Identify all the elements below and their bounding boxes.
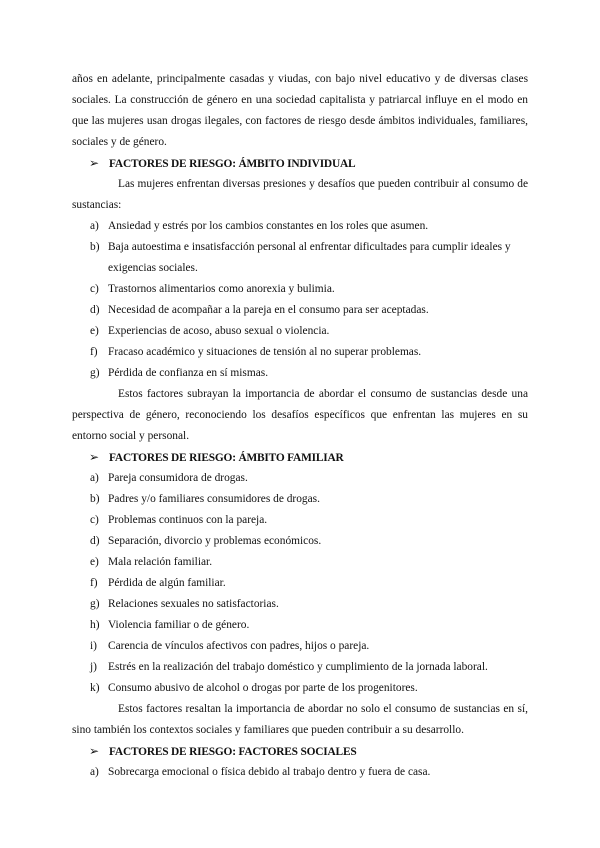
list-item [72,342,528,363]
list-item [72,363,528,384]
list-marker: c) [90,283,99,295]
list-marker: b) [90,241,100,253]
list-item [72,594,528,615]
arrow-bullet-icon: ➢ [89,156,99,170]
list-individual [72,216,528,384]
list-item-text: Pareja consumidora de drogas. [108,472,248,484]
list-marker: e) [90,556,99,568]
list-item [72,489,528,510]
list-marker: c) [90,514,99,526]
list-item [72,321,528,342]
list-item-text: Trastornos alimentarios como anorexia y bulimia. [108,283,335,295]
section-heading-familiar [72,447,528,468]
list-marker: g) [90,598,100,610]
list-marker: b) [90,493,100,505]
list-item [72,636,528,657]
list-marker: f) [90,346,98,358]
list-item-text: Estrés en la realización del trabajo doméstico y cumplimiento de la jornada laboral. [108,661,488,673]
list-marker: f) [90,577,98,589]
intro-paragraph: años en adelante, principalmente casadas y viudas, con bajo nivel educativo y de diversas clases sociales. La construcción de género en una sociedad capitalista y patriarcal influye en el modo en que las mujeres usan drogas ilegales, con factores de riesgo desde ámbitos individuales, familiares, sociales y de género. [72,73,528,148]
list-item-text: Mala relación familiar. [108,556,213,568]
list-item-text: Pérdida de algún familiar. [108,577,226,589]
list-item-text: Relaciones sexuales no satisfactorias. [108,598,279,610]
list-item-text: Problemas continuos con la pareja. [108,514,268,526]
list-marker: j) [90,661,97,673]
list-item [72,552,528,573]
section-closing: Estos factores resaltan la importancia de abordar no solo el consumo de sustancias en sí, sino también los contextos sociales y familiares que pueden contribuir a su desarrollo. [72,703,528,736]
list-marker: a) [90,220,99,232]
list-item [72,762,528,783]
list-marker: e) [90,325,99,337]
list-marker: i) [90,640,97,652]
section-heading-social [72,741,528,762]
list-marker: a) [90,472,99,484]
section-heading-text: FACTORES DE RIESGO: ÁMBITO FAMILIAR [109,451,344,464]
list-item-text: Pérdida de confianza en sí mismas. [108,367,269,379]
section-heading-text: FACTORES DE RIESGO: FACTORES SOCIALES [109,745,357,758]
section-heading-individual [72,153,528,174]
section-lead: Las mujeres enfrentan diversas presiones y desafíos que pueden contribuir al consumo de sustancias: [72,178,528,211]
arrow-bullet-icon: ➢ [89,744,99,758]
list-social [72,762,528,783]
list-item [72,300,528,321]
section-heading-text: FACTORES DE RIESGO: ÁMBITO INDIVIDUAL [109,157,356,170]
list-item [72,237,528,279]
list-item-text: Baja autoestima e insatisfacción personal al enfrentar dificultades para cumplir ideales y exigencias sociales. [108,241,511,274]
list-item-text: Necesidad de acompañar a la pareja en el consumo para ser aceptadas. [108,304,429,316]
section-closing: Estos factores subrayan la importancia de abordar el consumo de sustancias desde una perspectiva de género, reconociendo los desafíos específicos que enfrentan las mujeres en su entorno social y personal. [72,388,528,442]
list-item [72,531,528,552]
list-item-text: Separación, divorcio y problemas económicos. [108,535,322,547]
list-item [72,657,528,678]
list-item [72,468,528,489]
list-marker: d) [90,535,100,547]
list-item [72,615,528,636]
list-marker: h) [90,619,100,631]
list-marker: k) [90,682,100,694]
document-body [72,69,528,783]
list-item [72,279,528,300]
list-marker: d) [90,304,100,316]
list-marker: a) [90,766,99,778]
list-item-text: Violencia familiar o de género. [108,619,250,631]
list-item-text: Experiencias de acoso, abuso sexual o violencia. [108,325,330,337]
list-item [72,510,528,531]
list-item-text: Padres y/o familiares consumidores de drogas. [108,493,320,505]
list-item [72,216,528,237]
list-familiar [72,468,528,699]
list-item [72,678,528,699]
list-item [72,573,528,594]
list-item-text: Fracaso académico y situaciones de tensión al no superar problemas. [108,346,422,358]
list-item-text: Carencia de vínculos afectivos con padres, hijos o pareja. [108,640,370,652]
list-item-text: Consumo abusivo de alcohol o drogas por parte de los progenitores. [108,682,418,694]
arrow-bullet-icon: ➢ [89,450,99,464]
list-item-text: Sobrecarga emocional o física debido al trabajo dentro y fuera de casa. [108,766,431,778]
list-marker: g) [90,367,100,379]
list-item-text: Ansiedad y estrés por los cambios constantes en los roles que asumen. [108,220,429,232]
